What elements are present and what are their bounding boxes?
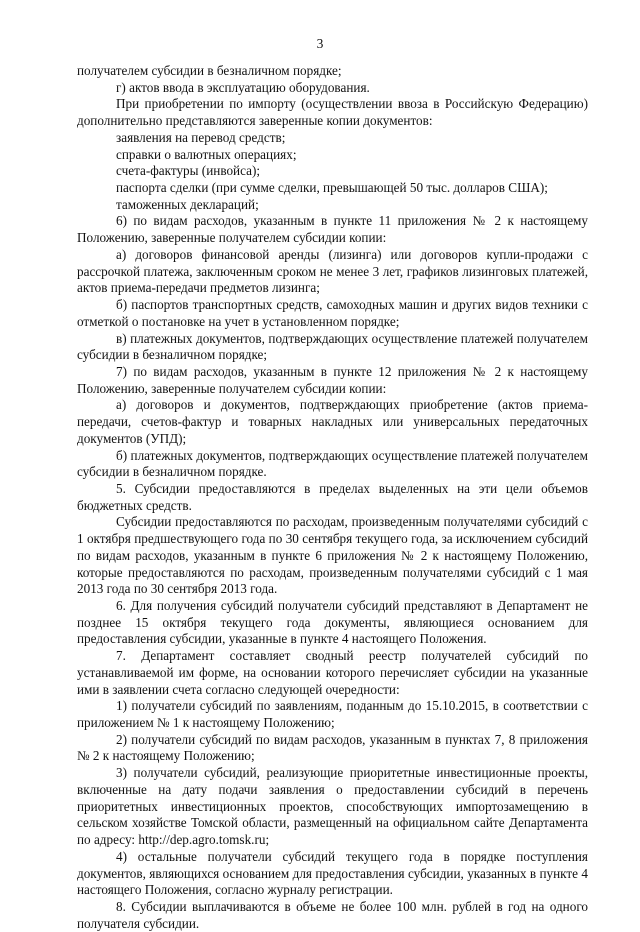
import-doc-item: справки о валютных операциях; xyxy=(116,146,297,162)
paragraph-section-5-period: Субсидии предоставляются по расходам, произведенным получателями субсидий с 1 октября предшествующего года по 30 сентября текущего года, за исключением субсидий по видам расходов, указанным в пункте 6 приложения № 2 к настоящему Положению, которые предоставляются по расходам, произведенным получателями субсидий с 1 мая 2013 года по 30 сентября 2013 года. xyxy=(77,514,588,597)
paragraph-section-7: 7. Департамент составляет сводный реестр получателей субсидий по устанавливаемой им форме, на основании которого перечисляет субсидии на указанные ими в заявлении счета согласно следующей очередности: xyxy=(77,648,588,697)
paragraph-section-6: 6. Для получения субсидий получатели субсидий представляют в Департамент не позднее 15 октября текущего года документы, являющиеся основанием для предоставления субсидии, указанные в пункте 4 настоящего Положения. xyxy=(77,598,588,647)
paragraph-import: При приобретении по импорту (осуществлении ввоза в Российскую Федерацию) дополнительно представляются заверенные копии документов: xyxy=(77,96,588,129)
paragraph-section-5: 5. Субсидии предоставляются в пределах выделенных на эти цели объемов бюджетных средств. xyxy=(77,480,588,513)
import-doc-item: заявления на перевод средств; xyxy=(116,129,286,145)
paragraph-item-6a: а) договоров финансовой аренды (лизинга) или договоров купли-продажи с рассрочкой платежа, заключенным сроком не менее 3 лет, графиков лизинговых платежей, актов приема-передачи предметов лизинга; xyxy=(77,246,588,296)
import-doc-item: паспорта сделки (при сумме сделки, превышающей 50 тыс. долларов США); xyxy=(116,180,548,196)
paragraph-section-7-item-3: 3) получатели субсидий, реализующие приоритетные инвестиционные проекты, включенные на дату подачи заявления о предоставлении субсидий в перечень приоритетных инвестиционных проектов, способствующих импортозамещению в сельском хозяйстве Томской области, размещенный на официальном сайте Департамента по адресу: http://dep.agro.tomsk.ru; xyxy=(77,765,588,848)
paragraph-item-7: 7) по видам расходов, указанным в пункте 12 приложения № 2 к настоящему Положению, заверенные получателем субсидии копии: xyxy=(77,363,588,396)
page-number: 3 xyxy=(316,36,324,51)
paragraph-item-7b: б) платежных документов, подтверждающих осуществление платежей получателем субсидии в безналичном порядке. xyxy=(77,447,588,480)
paragraph-item-6b: б) паспортов транспортных средств, самоходных машин и других видов техники с отметкой о постановке на учет в установленном порядке; xyxy=(77,297,588,329)
paragraph-section-8: 8. Субсидии выплачиваются в объеме не более 100 млн. рублей в год на одного получателя субсидии. xyxy=(77,898,588,931)
paragraph-section-7-item-1: 1) получатели субсидий по заявлениям, поданным до 15.10.2015, в соответствии с приложением № 1 к настоящему Положению; xyxy=(77,698,588,731)
paragraph-section-7-item-2: 2) получатели субсидий по видам расходов, указанным в пунктах 7, 8 приложения № 2 к настоящему Положению; xyxy=(77,731,588,764)
paragraph-item-6c: в) платежных документов, подтверждающих осуществление платежей получателем субсидии в безналичном порядке; xyxy=(77,330,588,363)
paragraph-item-6: 6) по видам расходов, указанным в пункте 11 приложения № 2 к настоящему Положению, заверенные получателем субсидии копии: xyxy=(77,213,588,246)
import-doc-item: счета-фактуры (инвойса); xyxy=(116,163,261,179)
document-body xyxy=(77,63,588,932)
paragraph-item-g: г) актов ввода в эксплуатацию оборудования. xyxy=(116,79,370,95)
paragraph-section-7-item-4: 4) остальные получатели субсидий текущего года в порядке поступления документов, являющихся основанием для предоставления субсидии, указанных в пункте 4 настоящего Положения, согласно журналу регистрации. xyxy=(77,848,588,898)
paragraph-continuation: получателем субсидии в безналичном порядке; xyxy=(77,63,342,78)
paragraph-item-7a: а) договоров и документов, подтверждающих приобретение (актов приема-передачи, счетов-фактур и товарных накладных или универсальных передаточных документов (УПД); xyxy=(77,397,588,446)
import-doc-item: таможенных деклараций; xyxy=(116,196,259,212)
